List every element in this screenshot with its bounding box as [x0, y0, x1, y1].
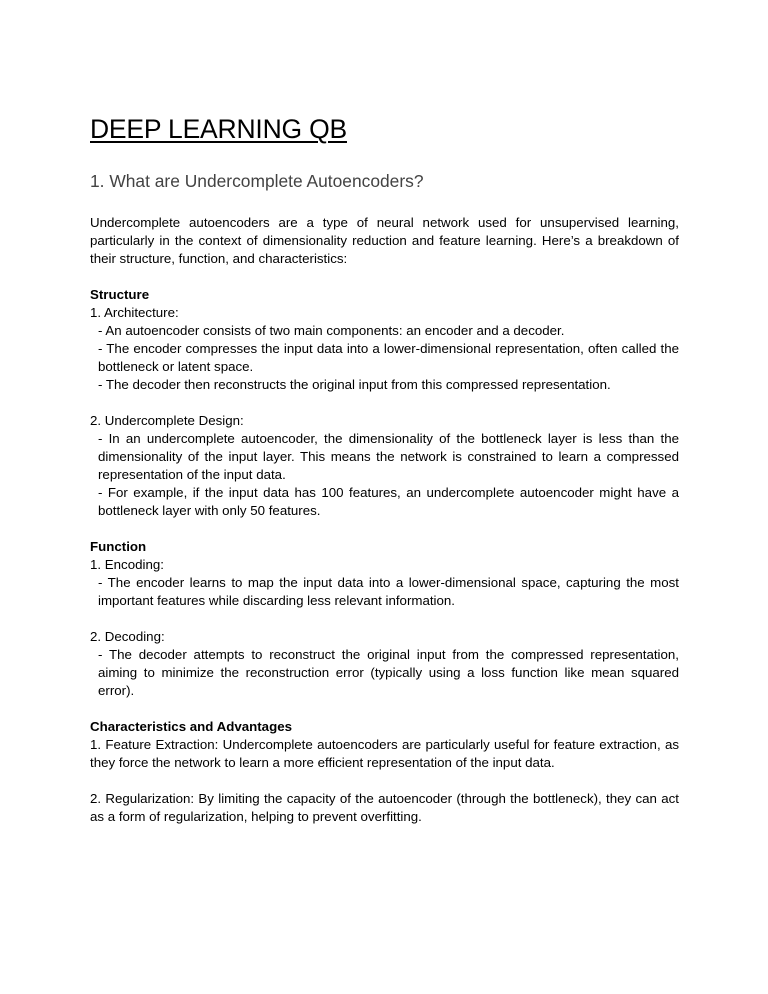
document-title: DEEP LEARNING QB — [90, 114, 347, 144]
structure-heading: Structure — [90, 287, 150, 302]
architecture-point: - The decoder then reconstructs the original input from this compressed representation. — [98, 377, 611, 392]
decoding-label: 2. Decoding: — [90, 629, 165, 644]
undercomplete-design-label: 2. Undercomplete Design: — [90, 413, 244, 428]
characteristics-heading: Characteristics and Advantages — [90, 719, 292, 734]
document-body — [90, 214, 679, 826]
undercomplete-design-point: - In an undercomplete autoencoder, the dimensionality of the bottleneck layer is less than the dimensionality of the input layer. This means the network is constrained to learn a compressed representation of the input data. — [98, 431, 679, 482]
question-heading: 1. What are Undercomplete Autoencoders? — [90, 171, 424, 191]
architecture-point: - An autoencoder consists of two main components: an encoder and a decoder. — [98, 323, 565, 338]
encoding-point: - The encoder learns to map the input data into a lower-dimensional space, capturing the most important features while discarding less relevant information. — [98, 575, 679, 608]
encoding-label: 1. Encoding: — [90, 557, 164, 572]
decoding-point: - The decoder attempts to reconstruct the original input from the compressed representation, aiming to minimize the reconstruction error (typically using a loss function like mean squared error). — [98, 647, 679, 698]
intro-paragraph: Undercomplete autoencoders are a type of neural network used for unsupervised learning, particularly in the context of dimensionality reduction and feature learning. Here’s a breakdown of their structure, function, and characteristics: — [90, 215, 679, 266]
function-heading: Function — [90, 539, 147, 554]
architecture-label: 1. Architecture: — [90, 305, 179, 320]
characteristics-item: 1. Feature Extraction: Undercomplete autoencoders are particularly useful for feature extraction, as they force the network to learn a more efficient representation of the input data. — [90, 737, 679, 770]
characteristics-item: 2. Regularization: By limiting the capacity of the autoencoder (through the bottleneck), they can act as a form of regularization, helping to prevent overfitting. — [90, 791, 679, 824]
undercomplete-design-point: - For example, if the input data has 100 features, an undercomplete autoencoder might have a bottleneck layer with only 50 features. — [98, 485, 679, 518]
architecture-point: - The encoder compresses the input data into a lower-dimensional representation, often called the bottleneck or latent space. — [98, 341, 679, 374]
